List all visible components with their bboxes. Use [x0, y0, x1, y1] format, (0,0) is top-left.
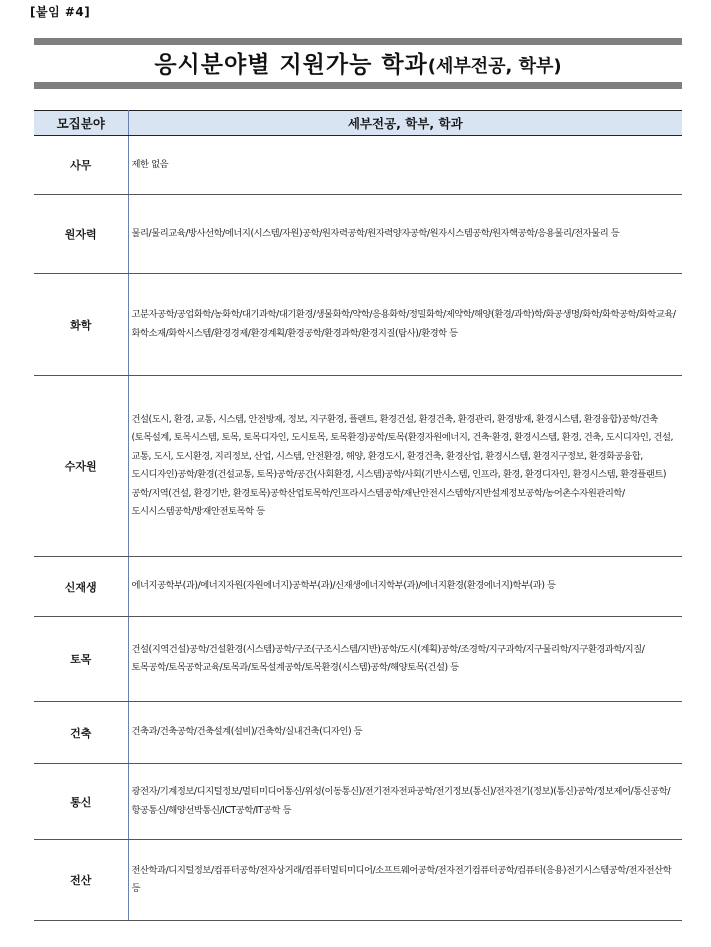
row-category: 신재생 — [34, 557, 128, 617]
table-row — [34, 617, 682, 702]
header-majors: 세부전공, 학부, 학과 — [128, 111, 682, 136]
row-majors: 광전자/기계정보/디지털정보/멀티미디어통신/위성(이동통신)/전기전자전파공학/전기정보(통신)/전자전기(정보)(통신)공학/정보제어/통신공학/항공통신/해양선박통신/ICT공학/IT공학 등 — [128, 764, 682, 840]
row-majors: 건설(도시, 환경, 교통, 시스템, 안전방재, 정보, 지구환경, 플랜트, 환경건설, 환경건축, 환경관리, 환경방재, 환경시스템, 환경융합)공학/건축(토목설계, 토목시스템, 토목, 토목디자인, 도시토목, 토목환경)공학/토목(환경자원에너지, 건축·환경, 환경시스템, 환경, 건축, 도시디자인, 건설, 교통, 도시, 도시환경, 지리정보, 산업, 시스템, 안전환경, 해양, 환경도시, 환경건축, 환경산업, 환경시스템, 환경지구정보, 환경화공융합, 도시디자인)공학/환경(건설교통, 토목)공학/공간(사회환경, 시스템)공학/사회(기반시스템, 인프라, 환경, 환경디자인, 환경시스템, 환경플랜트)공학/지역(건설, 환경기반, 환경토목)공학산업토목학/인프라시스템공학/재난안전시스템학/지반설계정보공학/농어촌수자원관리학/도시시스템공학/방재안전토목학 등 — [128, 376, 682, 557]
row-majors: 물리/물리교육/방사선학/에너지(시스템/자원)공학/원자력공학/원자력양자공학/원자시스템공학/원자핵공학/응용물리/전자물리 등 — [128, 195, 682, 274]
row-majors: 건축과/건축공학/건축설계(설비)/건축학/실내건축(디자인) 등 — [128, 702, 682, 764]
table-row — [34, 764, 682, 840]
row-category: 토목 — [34, 617, 128, 702]
table-row — [34, 840, 682, 921]
majors-table — [34, 110, 682, 921]
row-category: 화학 — [34, 274, 128, 376]
row-category: 사무 — [34, 136, 128, 195]
row-majors: 건설(지역건설)공학/건설환경(시스템)공학/구조(구조시스템/지반)공학/도시(계획)공학/조경학/지구과학/지구물리학/지구환경과학/지질/토목공학/토목공학교육/토목과/토목설계공학/토목환경(시스템)공학/해양토목(건설) 등 — [128, 617, 682, 702]
row-majors: 전산학과/디지털정보/컴퓨터공학/전자상거래/컴퓨터멀티미디어/소프트웨어공학/전자전기컴퓨터공학/컴퓨터(응용)전기시스템공학/전자전산학 등 — [128, 840, 682, 921]
header-category: 모집분야 — [34, 111, 128, 136]
page-title — [34, 46, 682, 79]
row-category: 전산 — [34, 840, 128, 921]
table-row — [34, 274, 682, 376]
page-title-main: 응시분야별 지원가능 학과 — [154, 52, 428, 78]
table-header-row — [34, 111, 682, 136]
title-bottom-rule — [34, 82, 682, 89]
row-majors: 고분자공학/공업화학/농화학/대기과학/대기환경/생물화학/약학/응용화학/정밀화학/제약학/해양(환경/과학)학/화공생명/화학/화학공학/화학교육/화학소재/화학시스템/환경경제/환경계획/환경공학/환경과학/환경지질(탐사)/환경학 등 — [128, 274, 682, 376]
table-row — [34, 195, 682, 274]
attachment-label: [붙임 #4] — [30, 5, 91, 19]
row-majors: 에너지공학부(과)/에너지자원(자원에너지)공학부(과)/신재생에너지학부(과)/에너지환경(환경에너지)학부(과) 등 — [128, 557, 682, 617]
row-majors: 제한 없음 — [128, 136, 682, 195]
table-row — [34, 557, 682, 617]
row-category: 통신 — [34, 764, 128, 840]
table-row — [34, 136, 682, 195]
table-row — [34, 376, 682, 557]
table-row — [34, 702, 682, 764]
title-top-rule — [34, 38, 682, 45]
row-category: 원자력 — [34, 195, 128, 274]
row-category: 건축 — [34, 702, 128, 764]
row-category: 수자원 — [34, 376, 128, 557]
page-title-sub: (세부전공, 학부) — [427, 56, 562, 77]
